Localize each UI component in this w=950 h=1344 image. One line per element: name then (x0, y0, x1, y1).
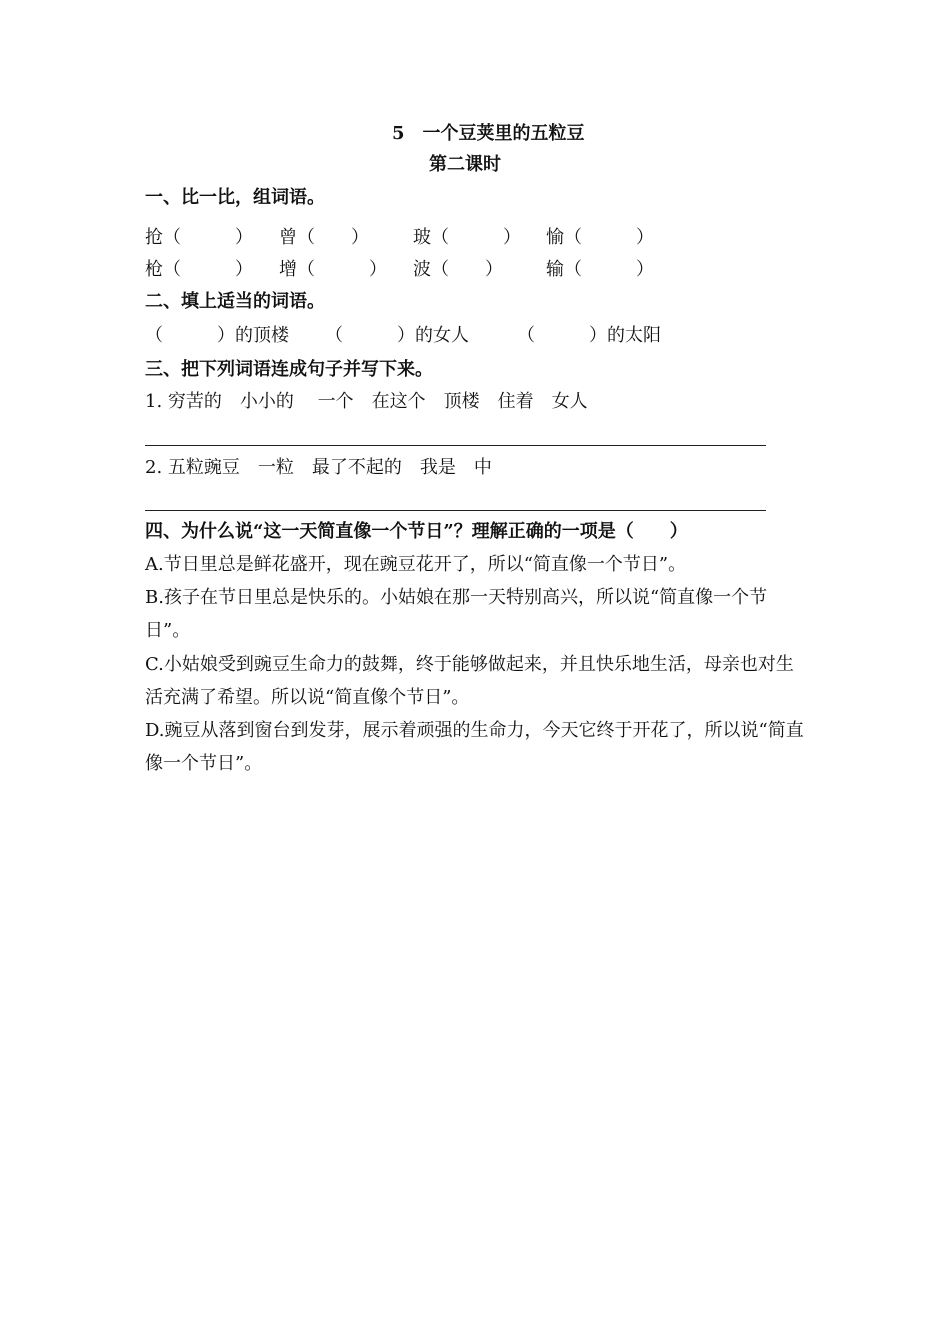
option-a: A.节日里总是鲜花盛开，现在豌豆花开了，所以“简直像一个节日”。 (145, 554, 687, 575)
word-pair-item: 枪（ ） (145, 259, 253, 280)
word-pair-item: 抢（ ） (145, 227, 253, 248)
word-pair-item: 愉（ ） (546, 227, 654, 248)
answer-line-2 (145, 510, 766, 511)
section1-heading: 一、比一比，组词语。 (145, 187, 325, 208)
option-b: B.孩子在节日里总是快乐的。小姑娘在那一天特别高兴，所以说“简直像一个节日”。 (145, 587, 768, 641)
word-pair-item: 波（ ） (413, 259, 503, 280)
sentence-question-1: 1. 穷苦的 小小的 一个 在这个 顶楼 住着 女人 (145, 391, 588, 412)
section3-heading: 三、把下列词语连成句子并写下来。 (145, 359, 433, 380)
word-pair-item: 玻（ ） (413, 227, 521, 248)
answer-line-1 (145, 445, 766, 446)
word-pair-item: 增（ ） (279, 259, 387, 280)
word-pair-item: 曾（ ） (279, 227, 369, 248)
section2-heading: 二、填上适当的词语。 (145, 291, 325, 312)
sentence-question-2: 2. 五粒豌豆 一粒 最了不起的 我是 中 (145, 457, 492, 478)
section4-heading: 四、为什么说“这一天简直像一个节日”？理解正确的一项是（ ） (145, 521, 688, 542)
page-title: 5 一个豆荚里的五粒豆 (392, 123, 585, 144)
fill-blank-item: （ ）的顶楼 (145, 325, 289, 346)
fill-blank-item: （ ）的女人 (325, 325, 469, 346)
word-pair-item: 输（ ） (546, 259, 654, 280)
page-subtitle: 第二课时 (429, 154, 501, 175)
option-d: D.豌豆从落到窗台到发芽，展示着顽强的生命力，今天它终于开花了，所以说“简直像一个节日”。 (145, 720, 804, 774)
option-c: C.小姑娘受到豌豆生命力的鼓舞，终于能够做起来，并且快乐地生活，母亲也对生活充满了希望。所以说“简直像个节日”。 (145, 654, 794, 708)
fill-blank-item: （ ）的太阳 (517, 325, 661, 346)
